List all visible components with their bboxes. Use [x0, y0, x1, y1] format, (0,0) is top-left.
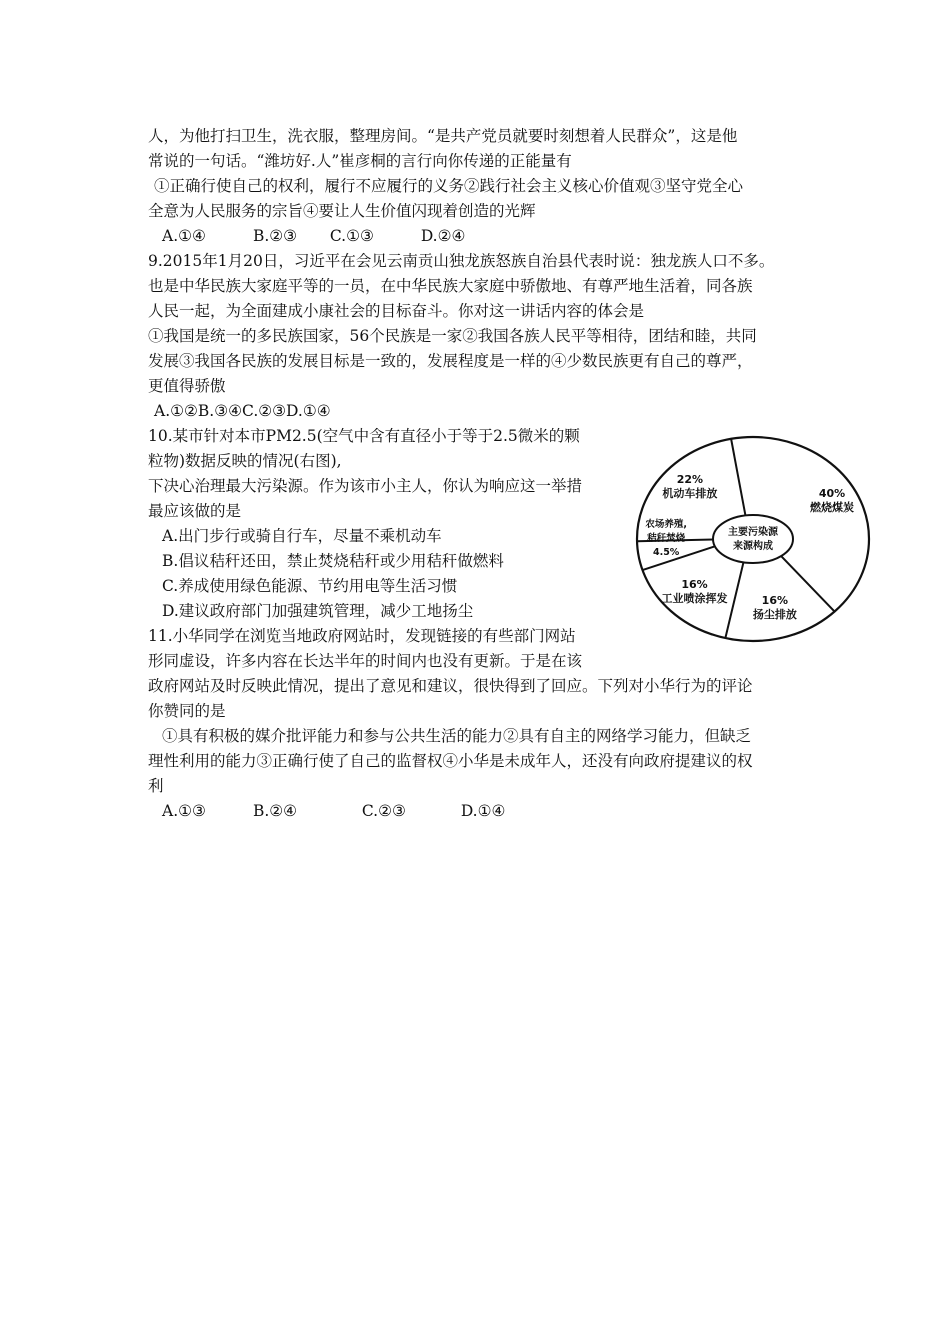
q11-text-line-6: 理性利用的能力③正确行使了自己的监督权④小华是未成年人，还没有向政府提建议的权 — [148, 752, 753, 770]
pie-slice-label-3: 工业喷涂挥发 — [661, 592, 728, 606]
q11-option-d[interactable]: D.①④ — [460, 802, 506, 820]
q8-option-d[interactable]: D.②④ — [420, 227, 466, 245]
q11-text-line-3: 政府网站及时反映此情况，提出了意见和建议，很快得到了回应。下列对小华行为的评论 — [148, 677, 753, 695]
q11-text-line-4: 你赞同的是 — [148, 702, 226, 720]
q9-text-line-4: ①我国是统一的多民族国家，56个民族是一家②我国各族人民平等相待，团结和睦，共同 — [148, 327, 757, 345]
q8-text-line-2: 常说的一句话。“潍坊好.人”崔彦桐的言行向你传递的正能量有 — [148, 152, 572, 170]
q8-option-a[interactable]: A.①④ — [162, 227, 206, 245]
q9-text-line-6: 更值得骄傲 — [148, 377, 226, 395]
pie-slice-label-5: 22% — [676, 473, 704, 487]
pie-center — [713, 515, 793, 563]
pie-slice-label-5: 机动车排放 — [662, 487, 718, 501]
q8-text-line-4: 全意为人民服务的宗旨④要让人生价值闪现着创造的光辉 — [148, 202, 536, 220]
pie-slice-label-3: 16% — [681, 578, 708, 592]
q9-text-line-2: 也是中华民族大家庭平等的一员，在中华民族大家庭中骄傲地、有尊严地生活着，同各族 — [148, 277, 753, 295]
q9-text-line-5: 发展③我国各民族的发展目标是一致的，发展程度是一样的④少数民族更有自己的尊严， — [148, 352, 753, 370]
pie-slice-label-2: 扬尘排放 — [752, 608, 797, 622]
q10-text-line-2: 粒物)数据反映的情况(右图), — [148, 452, 342, 470]
q8-text-line-1: 人，为他打扫卫生，洗衣服，整理房间。“是共产党员就要时刻想着人民群众”，这是他 — [148, 127, 738, 145]
q10-text-line-1: 10.某市针对本市PM2.5(空气中含有直径小于等于2.5微米的颗 — [148, 427, 580, 445]
pie-slice-label-2: 16% — [761, 594, 789, 608]
q11-text-line-7: 利 — [148, 777, 164, 795]
pie-slice-label-1: 40% — [818, 486, 846, 500]
q11-text-line-5: ①具有积极的媒介批评能力和参与公共生活的能力②具有自主的网络学习能力，但缺乏 — [162, 727, 752, 745]
q10-option-d[interactable]: D.建议政府部门加强建筑管理，减少工地扬尘 — [162, 602, 474, 620]
q10-text-line-3: 下决心治理最大污染源。作为该市小主人，你认为响应这一举措 — [148, 477, 583, 495]
q11-option-b[interactable]: B.②④ — [252, 802, 298, 820]
q10-option-c[interactable]: C.养成使用绿色能源、节约用电等生活习惯 — [162, 577, 458, 595]
q10-text-line-4: 最应该做的是 — [148, 502, 242, 520]
pie-center-ellipse — [713, 515, 793, 563]
q10-option-a[interactable]: A.出门步行或骑自行车，尽量不乘机动车 — [162, 527, 442, 545]
q11-text-line-2: 形同虚设，许多内容在长达半年的时间内也没有更新。于是在该 — [148, 652, 583, 670]
q10-option-b[interactable]: B.倡议秸秆还田，禁止焚烧秸秆或少用秸秆做燃料 — [162, 552, 504, 570]
q11-option-a[interactable]: A.①③ — [162, 802, 206, 820]
q9-options[interactable]: A.①②B.③④C.②③D.①④ — [154, 402, 331, 420]
q8-options — [162, 224, 465, 248]
q11-options — [162, 799, 505, 823]
q8-option-c[interactable]: C.①③ — [329, 227, 374, 245]
pie-slice-label-4: 农场养殖, — [645, 518, 687, 530]
pie-slice-label-1: 燃烧煤炭 — [810, 500, 855, 514]
pie-center-label-line: 主要污染源 — [728, 527, 778, 538]
pie-slice-label-4: 秸秆焚烧 — [647, 532, 686, 544]
q8-text-line-3: ①正确行使自己的权利，履行不应履行的义务②践行社会主义核心价值观③坚守党全心 — [154, 177, 744, 195]
q8-option-b[interactable]: B.②③ — [252, 227, 298, 245]
q9-text-line-3: 人民一起，为全面建成小康社会的目标奋斗。你对这一讲话内容的体会是 — [148, 302, 645, 320]
q11-text-line-1: 11.小华同学在浏览当地政府网站时，发现链接的有些部门网站 — [148, 627, 576, 645]
pie-center-label-line: 来源构成 — [733, 541, 773, 552]
q9-text-line-1: 9.2015年1月20日，习近平在会见云南贡山独龙族怒族自治县代表时说：独龙族人口不多。 — [148, 252, 775, 270]
q11-option-c[interactable]: C.②③ — [361, 802, 406, 820]
pollution-source-pie-chart — [633, 433, 875, 645]
pie-slice-label-4: 4.5% — [652, 546, 680, 558]
